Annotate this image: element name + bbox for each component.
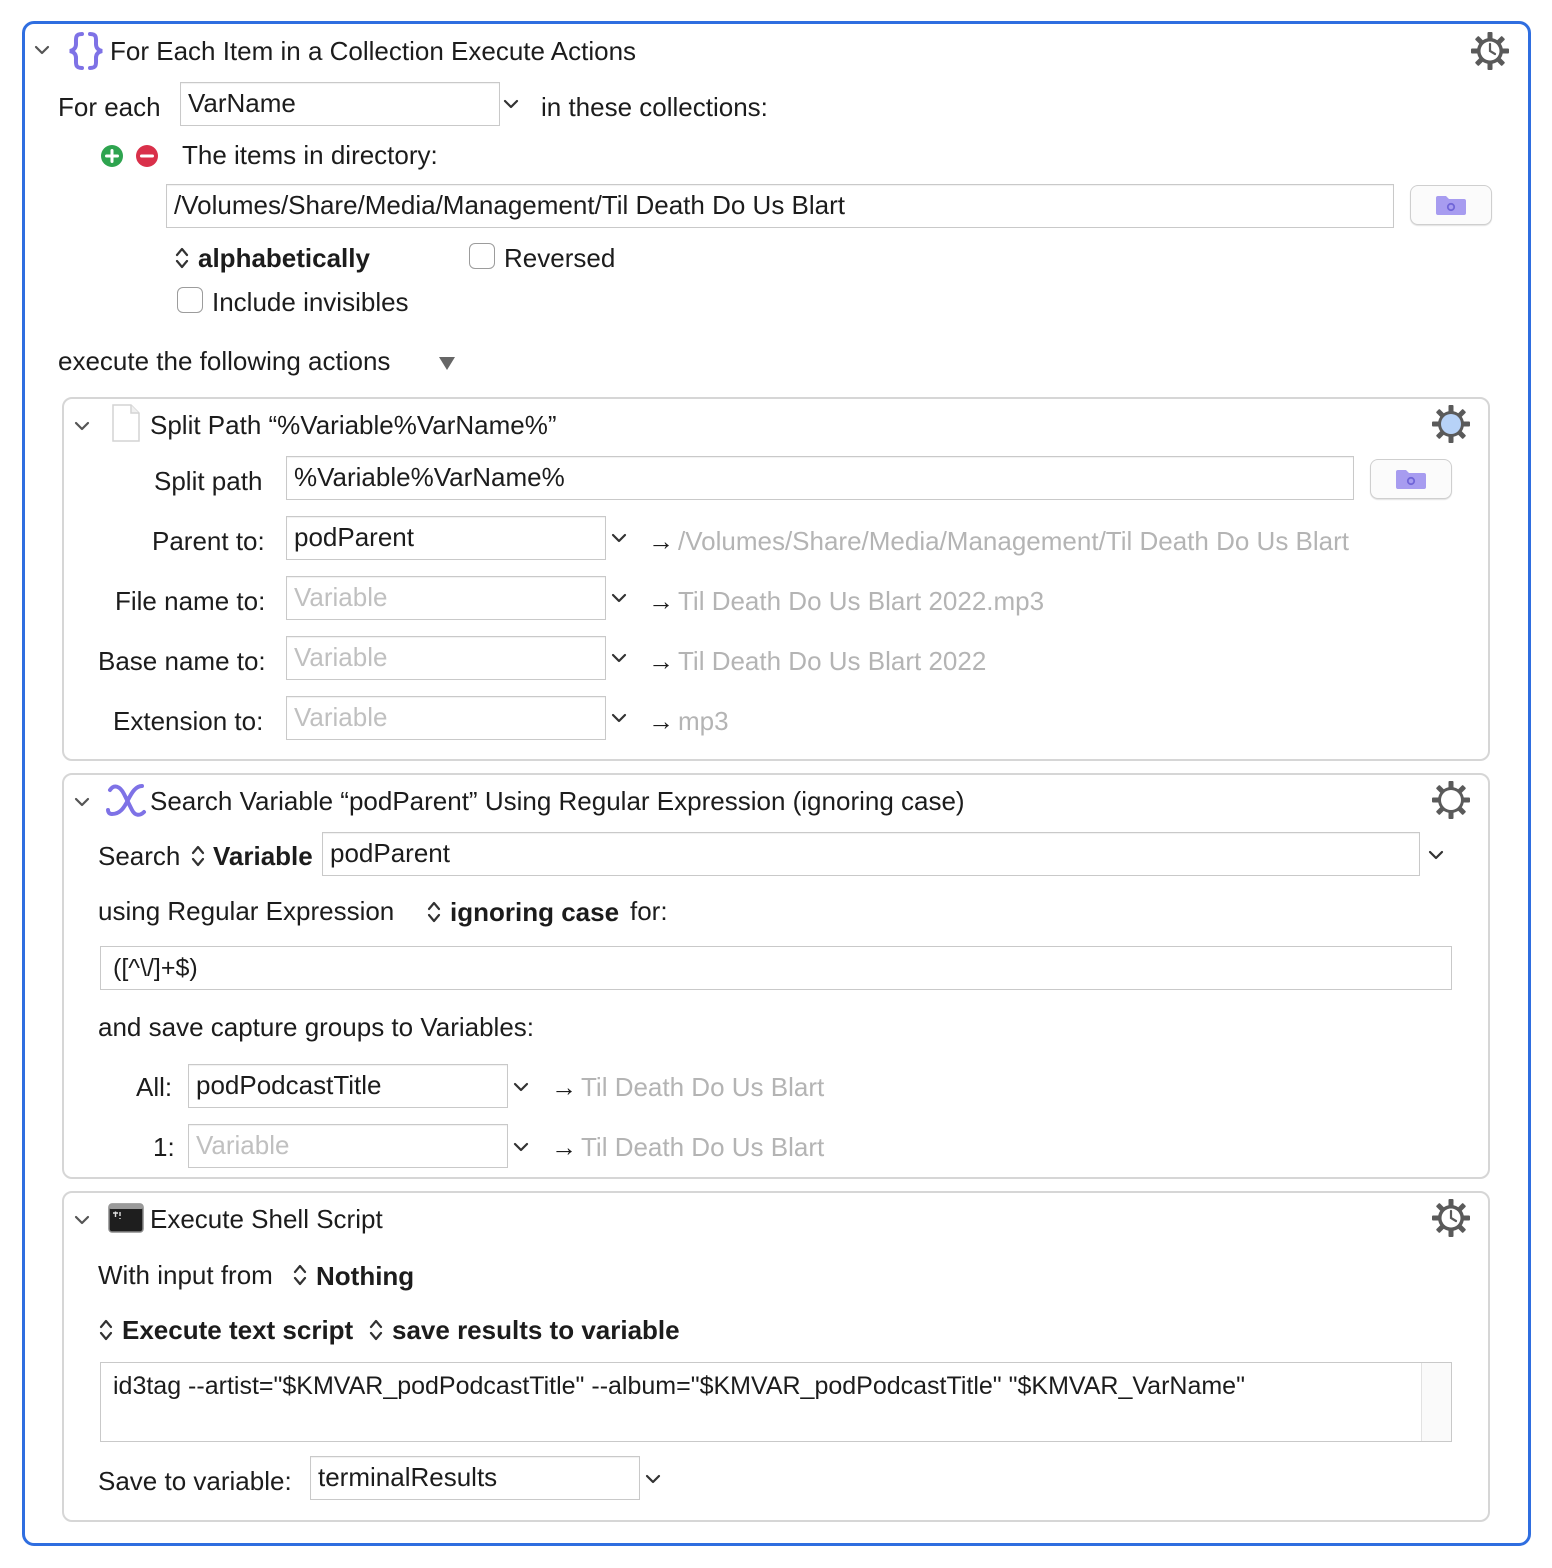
arrow-icon: → xyxy=(551,1072,577,1102)
group-1-result: Til Death Do Us Blart xyxy=(581,1132,825,1162)
case-option-popup[interactable]: ignoring case xyxy=(450,897,620,927)
var-name-field[interactable]: VarName xyxy=(180,82,500,126)
variable-x-icon xyxy=(104,780,148,820)
split-path-label: Split path xyxy=(154,466,263,496)
base-name-to-label: Base name to: xyxy=(98,646,266,676)
reversed-checkbox[interactable] xyxy=(469,243,495,269)
in-collections-label: in these collections: xyxy=(541,92,768,122)
base-name-to-field[interactable]: Variable xyxy=(286,636,606,680)
group-all-field[interactable]: podPodcastTitle xyxy=(188,1064,508,1108)
add-icon[interactable] xyxy=(100,144,124,168)
folder-icon xyxy=(1395,468,1427,490)
for-each-label: For each xyxy=(58,92,161,122)
arrow-icon: → xyxy=(648,526,674,556)
search-label: Search xyxy=(98,841,181,871)
input-from-label: With input from xyxy=(98,1260,273,1290)
file-name-result: Til Death Do Us Blart 2022.mp3 xyxy=(678,586,1045,616)
for-label: for: xyxy=(630,896,668,926)
chevron-down-icon[interactable] xyxy=(502,95,520,113)
chevron-down-icon[interactable] xyxy=(1427,846,1445,864)
collection-label: The items in directory: xyxy=(182,140,438,170)
using-regex-label: using Regular Expression xyxy=(98,896,395,926)
arrow-icon: → xyxy=(648,586,674,616)
chevron-down-icon[interactable] xyxy=(644,1470,662,1488)
source-type-popup[interactable]: Variable xyxy=(213,841,313,871)
save-to-variable-field[interactable]: terminalResults xyxy=(310,1456,640,1500)
regex-field[interactable]: ([^\/]+$) xyxy=(100,946,1452,990)
include-invisibles-checkbox[interactable] xyxy=(177,287,203,313)
extension-to-field[interactable]: Variable xyxy=(286,696,606,740)
execute-actions-label: execute the following actions xyxy=(58,346,391,376)
arrow-icon: → xyxy=(551,1132,577,1162)
collapse-chevron-icon[interactable] xyxy=(73,793,91,811)
remove-icon[interactable] xyxy=(135,144,159,168)
save-capture-label: and save capture groups to Variables: xyxy=(98,1012,535,1042)
sort-order-popup[interactable]: alphabetically xyxy=(198,243,370,273)
parent-result: /Volumes/Share/Media/Management/Til Death Do Us Blart xyxy=(678,526,1350,556)
arrow-icon: → xyxy=(648,706,674,736)
extension-to-label: Extension to: xyxy=(113,706,264,736)
parent-to-label: Parent to: xyxy=(152,526,265,556)
search-variable-title: Search Variable “podParent” Using Regular Expression (ignoring case) xyxy=(150,786,965,816)
updown-icon[interactable] xyxy=(291,1262,309,1288)
reversed-label: Reversed xyxy=(504,243,616,273)
gear-clock-icon[interactable] xyxy=(1470,31,1510,71)
chevron-down-icon[interactable] xyxy=(512,1078,530,1096)
file-name-to-field[interactable]: Variable xyxy=(286,576,606,620)
gear-icon[interactable] xyxy=(1431,780,1471,820)
updown-icon[interactable] xyxy=(367,1317,385,1343)
curly-braces-icon xyxy=(66,30,106,72)
folder-button[interactable] xyxy=(1370,459,1452,499)
folder-button[interactable] xyxy=(1410,185,1492,225)
document-icon xyxy=(111,404,141,442)
updown-icon[interactable] xyxy=(97,1317,115,1343)
arrow-icon: → xyxy=(648,646,674,676)
split-path-action xyxy=(62,397,1490,761)
group-1-field[interactable]: Variable xyxy=(188,1124,508,1168)
chevron-down-icon[interactable] xyxy=(610,649,628,667)
script-scrollbar[interactable] xyxy=(1421,1363,1451,1441)
result-option-popup[interactable]: save results to variable xyxy=(392,1315,680,1345)
split-path-title: Split Path “%Variable%VarName%” xyxy=(150,410,557,440)
updown-icon[interactable] xyxy=(173,245,191,271)
gear-clock-icon[interactable] xyxy=(1431,1198,1471,1238)
base-name-result: Til Death Do Us Blart 2022 xyxy=(678,646,987,676)
collapse-chevron-icon[interactable] xyxy=(73,417,91,435)
shell-script-editor[interactable]: id3tag --artist="$KMVAR_podPodcastTitle" --album="$KMVAR_podPodcastTitle" "$KMVAR_VarName" xyxy=(100,1362,1452,1442)
input-from-popup[interactable]: Nothing xyxy=(316,1261,415,1291)
folder-icon xyxy=(1435,194,1467,216)
file-name-to-label: File name to: xyxy=(115,586,266,616)
extension-result: mp3 xyxy=(678,706,729,736)
split-path-field[interactable]: %Variable%VarName% xyxy=(286,456,1354,500)
action-title: For Each Item in a Collection Execute Actions xyxy=(110,36,637,66)
triangle-down-icon[interactable] xyxy=(437,354,457,372)
exec-option-popup[interactable]: Execute text script xyxy=(122,1315,354,1345)
search-variable-field[interactable]: podParent xyxy=(322,832,1420,876)
updown-icon[interactable] xyxy=(425,899,443,925)
chevron-down-icon[interactable] xyxy=(610,529,628,547)
parent-to-field[interactable]: podParent xyxy=(286,516,606,560)
group-all-result: Til Death Do Us Blart xyxy=(581,1072,825,1102)
directory-path-field[interactable]: /Volumes/Share/Media/Management/Til Death Do Us Blart xyxy=(166,184,1394,228)
terminal-icon xyxy=(108,1203,144,1233)
group-all-label: All: xyxy=(136,1072,173,1102)
chevron-down-icon[interactable] xyxy=(610,589,628,607)
shell-script-title: Execute Shell Script xyxy=(150,1204,383,1234)
updown-icon[interactable] xyxy=(189,843,207,869)
collapse-chevron-icon[interactable] xyxy=(73,1211,91,1229)
group-1-label: 1: xyxy=(153,1132,175,1162)
chevron-down-icon[interactable] xyxy=(610,709,628,727)
save-to-variable-label: Save to variable: xyxy=(98,1466,292,1496)
include-invisibles-label: Include invisibles xyxy=(212,287,409,317)
chevron-down-icon[interactable] xyxy=(512,1138,530,1156)
collapse-chevron-icon[interactable] xyxy=(33,41,51,59)
gear-icon[interactable] xyxy=(1431,404,1471,444)
